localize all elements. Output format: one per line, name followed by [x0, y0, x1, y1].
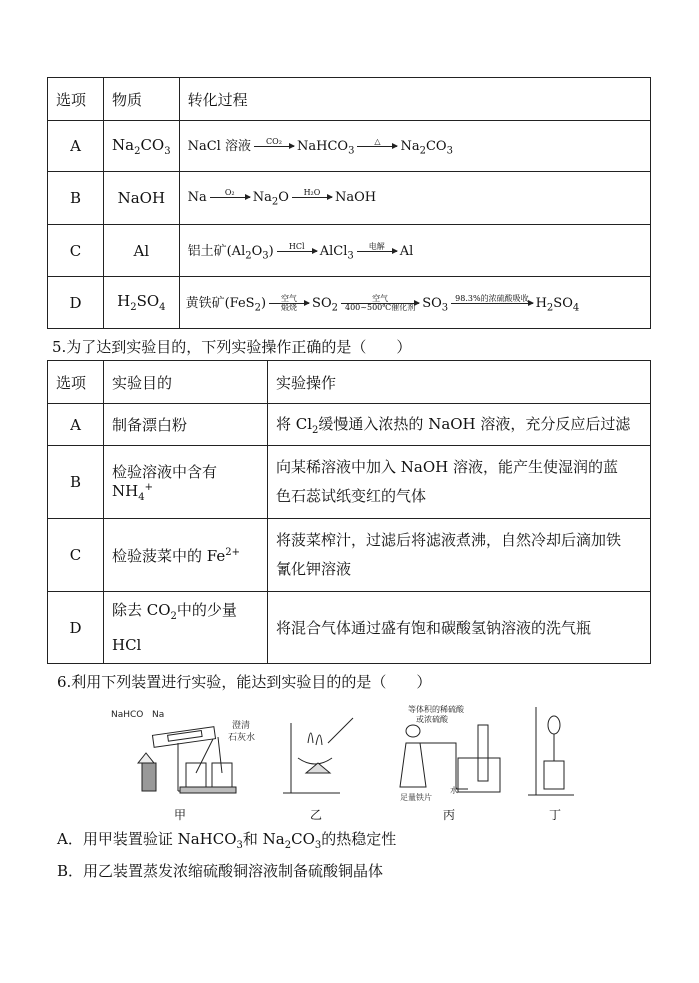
substance-cell [104, 277, 180, 329]
species: 铝土矿(Al [187, 243, 246, 259]
arrow-label: △ [374, 137, 381, 147]
species: O [251, 243, 263, 259]
operation-line: 氰化钾溶液 [276, 560, 352, 578]
operation-line: 色石蕊试纸变红的气体 [276, 487, 427, 505]
option-text: CO [291, 830, 315, 848]
table-row [48, 172, 651, 225]
process-cell [179, 277, 650, 329]
apparatus-jia [111, 710, 255, 793]
limewater-label: 澄清 [232, 721, 251, 731]
substance-cell [104, 121, 180, 172]
operation-line: 将菠菜榨汁，过滤后将滤液煮沸，自然冷却后滴加铁 [276, 531, 622, 549]
substance-sub: 3 [164, 145, 171, 157]
table-row [48, 404, 651, 446]
substance-text: Na [112, 135, 135, 154]
caption-jia: 甲 [174, 808, 187, 822]
purpose-text: 检验菠菜中的 Fe [112, 546, 226, 565]
species: AlCl [319, 243, 348, 259]
arrow-label: 400~500℃催化剂 [345, 302, 416, 312]
header-option: 选项 [48, 78, 104, 121]
operation-cell [268, 519, 651, 592]
operation-cell: 将混合气体通过盛有饱和碳酸氢钠溶液的洗气瓶 [268, 592, 651, 664]
species: Na [252, 189, 272, 205]
species: Na [187, 189, 207, 205]
arrow-label: 空气 [281, 293, 298, 303]
option-sub: 3 [236, 840, 243, 851]
header-purpose: 实验目的 [104, 361, 268, 404]
option-sub: 2 [284, 840, 292, 851]
species-sub: 2 [254, 302, 261, 314]
bing-top-label: 等体积的稀硫酸 [408, 705, 464, 714]
purpose-cell: 制备漂白粉 [104, 404, 268, 446]
option-b: B．用乙装置蒸发浓缩硫酸铜溶液制备硫酸铜晶体 [57, 862, 384, 880]
table-row [48, 121, 651, 172]
purpose-sup: 2+ [225, 546, 240, 558]
purpose-text: 检验溶液中含有 NH [112, 463, 218, 500]
iron-label: 足量铁片 [400, 793, 432, 802]
apparatus-yi [283, 718, 353, 793]
species-sub: 3 [446, 145, 453, 157]
species: NaHCO [296, 139, 349, 155]
option-cell: B [48, 172, 104, 225]
operation-cell [268, 404, 651, 446]
species-sub: 3 [262, 250, 269, 262]
option-cell: C [48, 225, 104, 277]
arrow-label: 电解 [368, 241, 385, 251]
purpose-text: 中的少量 [176, 600, 237, 619]
species: ) [268, 243, 274, 259]
species: NaOH [334, 189, 377, 205]
arrow-label: O₂ [224, 187, 235, 197]
header-option: 选项 [48, 361, 104, 404]
substance-sub: 2 [130, 302, 137, 313]
option-cell: D [48, 277, 104, 329]
species: O [278, 189, 289, 205]
table-row [48, 225, 651, 277]
species-sub: 2 [331, 302, 338, 314]
purpose-text: 除去 CO [112, 600, 171, 619]
option-text: A．用甲装置验证 NaHCO [57, 830, 237, 848]
bing-top-label: 或浓硫酸 [416, 715, 448, 724]
arrow-label: H₂O [303, 187, 321, 197]
header-process: 转化过程 [179, 78, 650, 121]
reaction-arrow [451, 295, 532, 312]
table-header-row [48, 78, 651, 121]
option-text: 和 Na [242, 830, 285, 848]
option-a [57, 828, 396, 851]
apparatus-ding [528, 707, 574, 795]
reaction-arrow [292, 189, 332, 206]
option-cell: B [48, 446, 104, 519]
substance-text: SO [136, 292, 160, 310]
arrow-label: CO₂ [266, 137, 282, 147]
option-cell: D [48, 592, 104, 664]
species: ) [260, 295, 267, 311]
reaction-arrow [357, 243, 397, 260]
species: SO [312, 295, 332, 311]
species: SO [553, 295, 573, 311]
purpose-cell [104, 592, 268, 664]
species-sub: 3 [441, 302, 449, 314]
process-cell [179, 172, 650, 225]
species-sub: 4 [572, 302, 580, 314]
substance-cell: NaOH [104, 172, 180, 225]
process-cell [179, 225, 650, 277]
question-6-title: 6.利用下列装置进行实验，能达到实验目的的是（ ） [57, 673, 432, 691]
header-substance: 物质 [104, 78, 180, 121]
substance-text: H [117, 292, 131, 310]
nahco3-label: NaHCO [111, 710, 144, 720]
table-row [48, 519, 651, 592]
reaction-arrow [341, 295, 419, 312]
species-sub: 2 [245, 250, 252, 262]
arrow-label: 煅烧 [281, 302, 298, 312]
substance-text: CO [140, 135, 165, 154]
table-row [48, 446, 651, 519]
species: SO [422, 295, 442, 311]
option-cell: C [48, 519, 104, 592]
caption-bing: 丙 [443, 808, 456, 822]
operation-text: 将 Cl [276, 415, 313, 433]
purpose-sub: 2 [170, 610, 177, 622]
species: CO [425, 139, 447, 155]
reaction-arrow [210, 189, 250, 206]
arrow-label: 空气 [372, 293, 389, 303]
arrow-label: 98.3%的浓硫酸吸收 [455, 293, 529, 303]
header-operation: 实验操作 [268, 361, 651, 404]
species-sub: 3 [347, 250, 354, 262]
table-row [48, 592, 651, 664]
arrow-label: HCl [288, 241, 305, 251]
species-sub: 2 [546, 302, 554, 314]
species: H [535, 295, 547, 311]
reaction-arrow [357, 138, 397, 155]
option-cell: A [48, 121, 104, 172]
species-sub: 3 [348, 145, 355, 157]
purpose-sub: 4 [138, 492, 145, 503]
operation-line: 向某稀溶液中加入 NaOH 溶液，能产生使湿润的蓝 [276, 458, 618, 476]
water-label: 水 [450, 786, 458, 795]
purpose-sup: + [144, 482, 153, 493]
option-sub: 3 [314, 840, 322, 851]
species: 黄铁矿(FeS [185, 295, 255, 311]
species: NaCl 溶液 [187, 139, 251, 155]
species: Na [400, 139, 420, 155]
species: Al [399, 243, 414, 259]
option-text: 的热稳定性 [321, 830, 397, 848]
purpose-line [112, 596, 259, 631]
table-row [48, 277, 651, 329]
purpose-line: HCl [112, 635, 142, 654]
reaction-arrow [254, 138, 294, 155]
caption-ding: 丁 [549, 808, 562, 822]
substance-sub: 4 [159, 302, 166, 313]
question-5-title: 5.为了达到实验目的，下列实验操作正确的是（ ） [52, 338, 412, 356]
substance-cell: Al [104, 225, 180, 277]
operation-cell [268, 446, 651, 519]
conversion-table [47, 77, 651, 329]
table-header-row [48, 361, 651, 404]
reaction-arrow [277, 243, 317, 260]
apparatus-figure [108, 703, 578, 803]
species-sub: 2 [419, 145, 426, 157]
na2co3-label: Na [152, 710, 165, 720]
purpose-cell [104, 519, 268, 592]
operation-sub: 2 [312, 425, 319, 436]
process-cell [179, 121, 650, 172]
apparatus-bing [400, 704, 500, 802]
purpose-cell [104, 446, 268, 519]
option-cell: A [48, 404, 104, 446]
operation-text: 缓慢通入浓热的 NaOH 溶液，充分反应后过滤 [318, 415, 631, 433]
substance-sub: 2 [134, 145, 141, 157]
caption-yi: 乙 [310, 808, 323, 822]
reaction-arrow [269, 295, 309, 312]
experiment-table [47, 360, 651, 664]
limewater-label: 石灰水 [228, 733, 256, 743]
species-sub: 2 [271, 196, 279, 208]
